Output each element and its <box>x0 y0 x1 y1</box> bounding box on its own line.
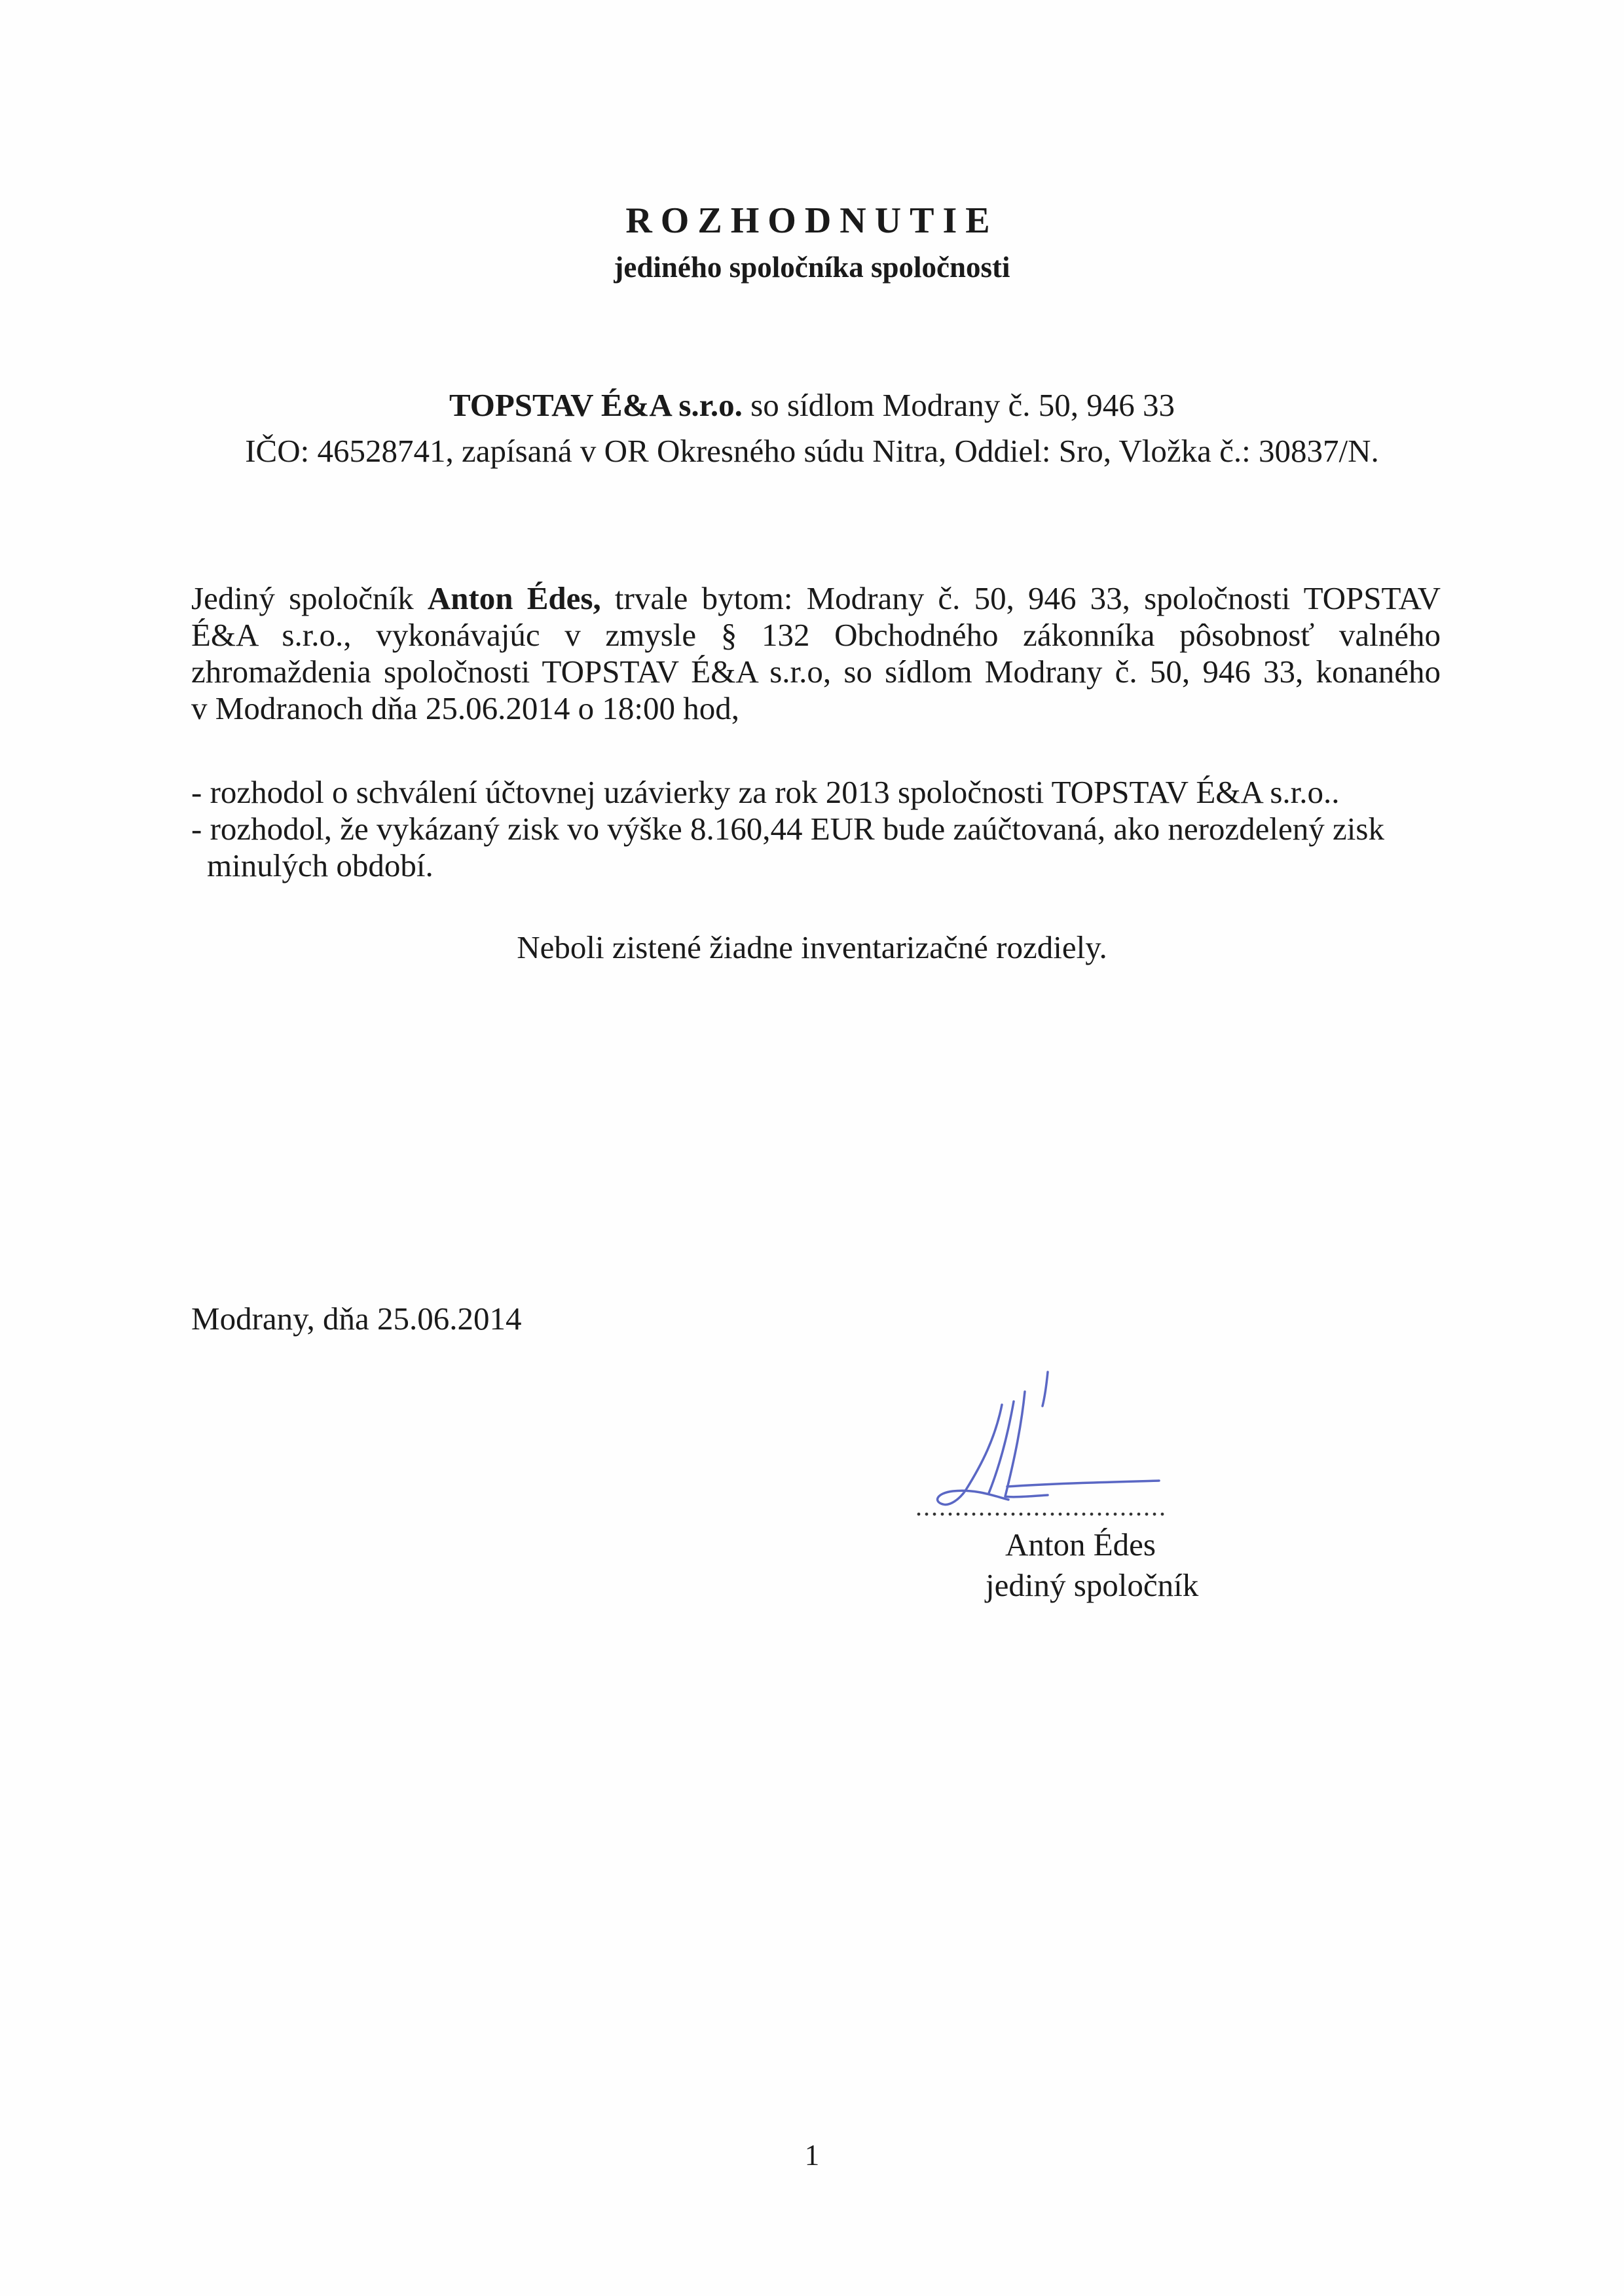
intro-line-1-end: trvale bytom: Modrany č. 50, 946 33, spoločnosti TOPSTAV <box>614 580 1441 616</box>
decision-item-text: - rozhodol, že vykázaný zisk vo výške 8.160,44 EUR bude zaúčtovaná, ako nerozdelený zisk <box>191 811 1384 847</box>
place-and-date: Modrany, dňa 25.06.2014 <box>191 1301 522 1337</box>
signature-line: ................................ <box>915 1492 1167 1521</box>
intro-line-1-start: Jediný spoločník <box>191 580 414 616</box>
intro-line-4: v Modranoch dňa 25.06.2014 o 18:00 hod, <box>191 690 739 726</box>
company-header <box>0 386 1624 424</box>
shareholder-name: Anton Édes, <box>427 580 601 616</box>
decision-list <box>191 774 1455 884</box>
document-subtitle: jediného spoločníka spoločnosti <box>614 251 1010 284</box>
decision-item-continuation: minulých období. <box>207 847 434 883</box>
decision-item: - rozhodol o schválení účtovnej uzávierky za rok 2013 spoločnosti TOPSTAV É&A s.r.o.. <box>191 774 1340 810</box>
signer-name: Anton Édes <box>1005 1527 1156 1563</box>
intro-paragraph <box>191 580 1441 727</box>
inventory-note: Neboli zistené žiadne inventarizačné rozdiely. <box>517 929 1107 965</box>
intro-line-3: zhromaždenia spoločnosti TOPSTAV É&A s.r.o, so sídlom Modrany č. 50, 946 33, konaného <box>191 654 1441 690</box>
company-registration: IČO: 46528741, zapísaná v OR Okresného súdu Nitra, Oddiel: Sro, Vložka č.: 30837/N. <box>245 433 1379 469</box>
page-number: 1 <box>804 2139 820 2172</box>
document-title: ROZHODNUTIE <box>625 200 999 241</box>
company-name: TOPSTAV É&A s.r.o. <box>449 387 743 423</box>
intro-line-2: É&A s.r.o., vykonávajúc v zmysle § 132 Obchodného zákonníka pôsobnosť valného <box>191 617 1441 653</box>
intro-line-1 <box>191 580 1441 617</box>
signer-role: jediný spoločník <box>986 1567 1199 1603</box>
decision-item <box>191 811 1455 884</box>
company-seat: so sídlom Modrany č. 50, 946 33 <box>750 387 1175 423</box>
